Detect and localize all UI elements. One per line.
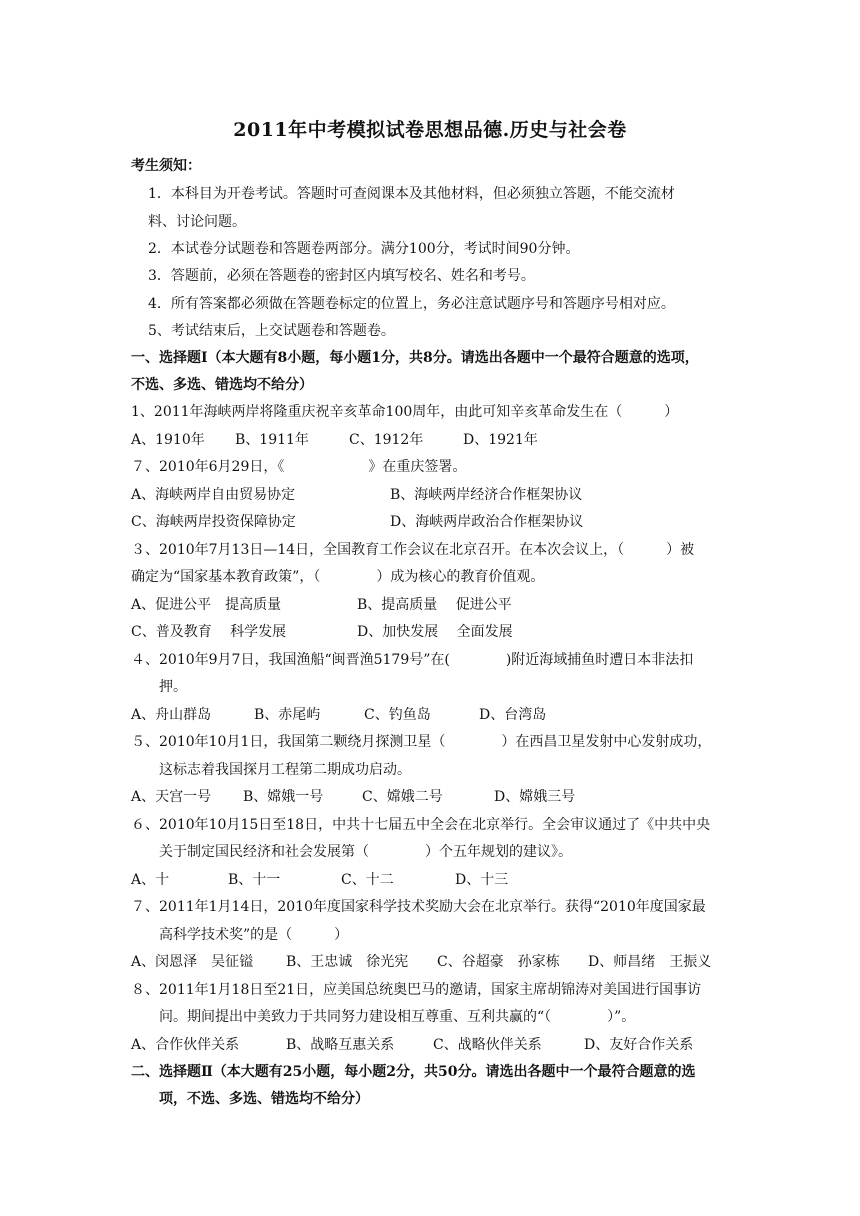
question-stem-cont: 高科学技术奖”的是（ ） [159,927,349,943]
option-d: D、1921年 [463,432,538,448]
option-a: A、天宫一号 [131,789,212,805]
option-b: B、赤尾屿 [254,707,321,723]
notice-item: 料、讨论问题。 [148,214,246,230]
option-a: A、闵恩泽 吴征镒 [131,954,254,970]
option-b: B、王忠诚 徐光宪 [286,954,409,970]
option-d: D、海峡两岸政治合作框架协议 [390,514,584,530]
section1-heading: 一、选择题Ⅰ（本大题有8小题，每小题1分，共8分。请选出各题中一个最符合题意的选项， [131,350,699,366]
section2-heading: 二、选择题Ⅱ（本大题有25小题，每小题2分，共50分。请选出各题中一个最符合题意的选 [131,1064,696,1080]
option-d: D、十三 [455,872,509,888]
option-b: B、提高质量 促进公平 [357,597,512,613]
section2-heading-cont: 项，不选、多选、错选均不给分） [159,1091,369,1107]
notice-heading: 考生须知： [131,158,201,174]
option-a: A、1910年 [131,432,205,448]
question-stem-cont: 确定为“国家基本教育政策”，（ ）成为核心的教育价值观。 [131,569,545,585]
question-stem: 1、2011年海峡两岸将隆重庆祝辛亥革命100周年，由此可知辛亥革命发生在（ ） [131,404,679,420]
option-d: D、台湾岛 [479,707,547,723]
option-c: C、战略伙伴关系 [433,1037,542,1053]
question-stem-cont: 押。 [159,679,187,695]
option-c: C、谷超豪 孙家栋 [437,954,560,970]
option-c: C、海峡两岸投资保障协定 [131,514,296,530]
question-stem-cont: 这标志着我国探月工程第二期成功启动。 [159,762,411,778]
option-b: B、海峡两岸经济合作框架协议 [390,487,583,503]
option-a: A、促进公平 提高质量 [131,597,282,613]
option-b: B、1911年 [235,432,309,448]
option-d: D、嫦娥三号 [494,789,576,805]
option-b: B、嫦娥一号 [243,789,324,805]
option-b: B、战略互惠关系 [286,1037,395,1053]
notice-item: 2．本试卷分试题卷和答题卷两部分。满分100分，考试时间90分钟。 [148,241,580,257]
option-b: B、十一 [228,872,281,888]
option-c: C、1912年 [349,432,424,448]
page-title: 2011年中考模拟试卷思想品德.历史与社会卷 [233,119,627,141]
question-stem: ７、2011年1月14日，2010年度国家科学技术奖励大会在北京举行。获得“2010年度国家最 [131,899,706,915]
notice-item: 4．所有答案都必须做在答题卷标定的位置上，务必注意试题序号和答题序号相对应。 [148,296,675,312]
option-a: A、海峡两岸自由贸易协定 [131,487,296,503]
option-c: C、嫦娥二号 [362,789,443,805]
option-a: A、舟山群岛 [131,707,212,723]
notice-item: 3．答题前，必须在答题卷的密封区内填写校名、姓名和考号。 [148,268,535,284]
option-c: C、钓鱼岛 [364,707,431,723]
question-stem: ７、2010年6月29日，《 》在重庆签署。 [131,459,467,475]
option-a: A、合作伙伴关系 [131,1037,240,1053]
section1-heading-cont: 不选、多选、错选均不给分） [131,377,313,393]
notice-item: 1．本科目为开卷考试。答题时可查阅课本及其他材料，但必须独立答题，不能交流材 [148,186,675,202]
question-stem: ４、2010年9月7日，我国渔船“闽晋渔5179号”在( )附近海域捕鱼时遭日本非法扣 [131,652,694,668]
question-stem: ６、2010年10月15日至18日，中共十七届五中全会在北京举行。全会审议通过了《中共中央 [131,817,711,833]
question-stem: ８、2011年1月18日至21日，应美国总统奥巴马的邀请，国家主席胡锦涛对美国进行国事访 [131,982,702,998]
option-d: D、加快发展 全面发展 [357,624,513,640]
option-d: D、友好合作关系 [584,1037,694,1053]
option-d: D、师昌绪 王振义 [588,954,712,970]
question-stem-cont: 关于制定国民经济和社会发展第（ ）个五年规划的建议》。 [159,844,572,860]
option-c: C、普及教育 科学发展 [131,624,287,640]
option-a: A、十 [131,872,170,888]
question-stem-cont: 问。期间提出中美致力于共同努力建设相互尊重、互利共赢的“（ ）”。 [159,1009,636,1025]
question-stem: ５、2010年10月1日，我国第二颗绕月探测卫星（ ）在西昌卫星发射中心发射成功， [131,734,712,750]
option-c: C、十二 [341,872,394,888]
notice-item: 5、考试结束后，上交试题卷和答题卷。 [148,323,395,339]
question-stem: ３、2010年7月13日—14日，全国教育工作会议在北京召开。在本次会议上，（ ）被 [131,542,695,558]
